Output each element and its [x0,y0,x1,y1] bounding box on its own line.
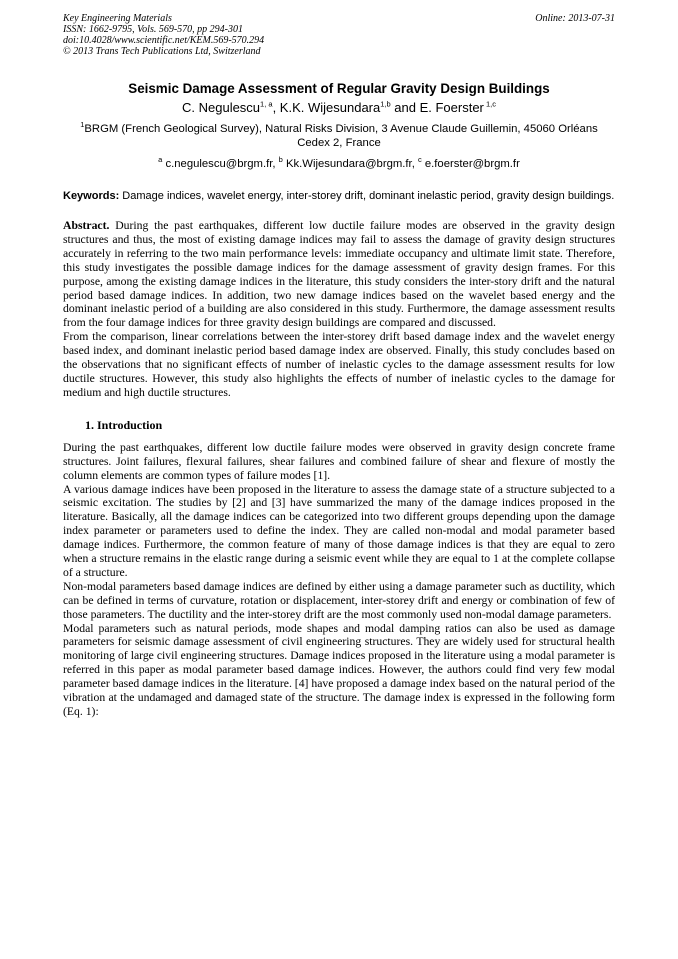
author-sup: 1,b [380,99,391,109]
journal-header [63,13,615,57]
author-separator: , [272,100,280,115]
author-name: E. Foerster [419,100,484,115]
author-name: C. Negulescu [182,100,261,115]
abstract-paragraph [63,219,615,330]
author-list [63,100,615,116]
keywords [63,189,615,203]
body-paragraph: During the past earthquakes, different low ductile failure modes were observed in gravity design concrete frame structures. Joint failures, flexural failures, shear failures and combined failure of shear and flexure of mostly the column elements are common types of failure modes [1]. [63,440,615,482]
issn-line: ISSN: 1662-9795, Vols. 569-570, pp 294-301 [63,24,243,35]
body-paragraph: Non-modal parameters based damage indices are defined by either using a damage parameter such as ductility, which can be defined in terms of curvature, rotation or displacement, inter-storey drift and energy or combination of few of those parameters. The ductility and the inter-storey drift are the most commonly used non-modal damage parameters. [63,579,615,621]
abstract-paragraph: From the comparison, linear correlations between the inter-storey drift based damage index and the wavelet energy based index, and dominant inelastic period based damage index are observed. Finally, this study concludes based on the observations that no significant effects of number of inelastic cycles to the damage assessment results for low ductile structures. However, this study also highlights the effects of number of inelastic cycles to the damage for medium and high ductile structures. [63,330,615,399]
introduction-body [63,441,615,719]
email-list [63,157,615,171]
author-name: K.K. Wijesundara [279,100,381,115]
email-sup: b [278,155,283,165]
keywords-label: Keywords: [63,190,120,202]
affiliation-text: BRGM (French Geological Survey), Natural Risks Division, 3 Avenue Claude Guillemin, 45060 Orléans Cedex 2, France [84,123,598,149]
abstract-text: During the past earthquakes, different low ductile failure modes are observed in the gravity design structures and thus, the most of existing damage indices may fail to assess the damage of gravity design structures accurately in referring to the two main performance levels: immediate occupancy and ultimate limit state. Therefore, this study investigates the possible damage indices for the damage assessment of gravity design frames. For this purpose, among the existing damage indices in the literature, this study considers the inter-story drift and the natural period based damage indices. In addition, two new damage indices based on the wavelet based energy and the dominant inelastic period of a building are also considered in this study. Furthermore, the damage assessment results from the four damage indices for three gravity design buildings are compared and discussed. [63,219,615,330]
affiliation [63,122,615,150]
paper-title: Seismic Damage Assessment of Regular Gravity Design Buildings [128,81,550,96]
abstract [63,219,615,400]
body-paragraph: A various damage indices have been proposed in the literature to assess the damage state of a structure subjected to a seismic excitation. The studies by [2] and [3] have summarized the many of the damage indices proposed in the literature. Basically, all the damage indices can be categorized into two different groups depending upon the damage index parameter or parameters used to define the index. They are called non-modal and modal parameter based damage indices. Furthermore, the common feature of many of those damage indices is that they are equal to zero when a structure remains in the elastic range during a seismic event while they are equal to 1 at the complete collapse of a structure. [63,482,615,579]
email-address: e.foerster@brgm.fr [421,158,520,170]
email-address: c.negulescu@brgm.fr, [162,158,279,170]
affiliation-sup: 1 [80,120,85,130]
author-sup: 1,c [483,99,496,109]
copyright-line: © 2013 Trans Tech Publications Ltd, Switzerland [63,46,261,57]
keywords-text: Damage indices, wavelet energy, inter-storey drift, dominant inelastic period, gravity design buildings. [119,190,615,202]
online-date: Online: 2013-07-31 [535,13,615,24]
doi-line: doi:10.4028/www.scientific.net/KEM.569-570.294 [63,35,265,46]
email-address: Kk.Wijesundara@brgm.fr, [282,158,418,170]
section-heading: 1. Introduction [85,417,163,432]
body-paragraph: Modal parameters such as natural periods, mode shapes and modal damping ratios can also be used as damage parameters for seismic damage assessment of civil engineering structures. They are widely used for structural health monitoring of large civil engineering structures. Damage indices proposed in the literature using a modal parameter is referred in this paper as modal parameter based damage indices. However, the authors could find very few modal parameter based damage indices in the literature. [4] have proposed a damage index based on the natural period of the vibration at the undamaged and damaged state of the structure. The damage index is expressed in the following form (Eq. 1): [63,621,615,718]
email-sup: a [158,155,163,165]
author-sup: 1, a [260,99,273,109]
paper-page [63,13,615,719]
abstract-label: Abstract. [63,219,110,232]
author-separator: and [390,100,420,115]
email-sup: c [417,155,422,165]
journal-name: Key Engineering Materials [63,13,172,24]
